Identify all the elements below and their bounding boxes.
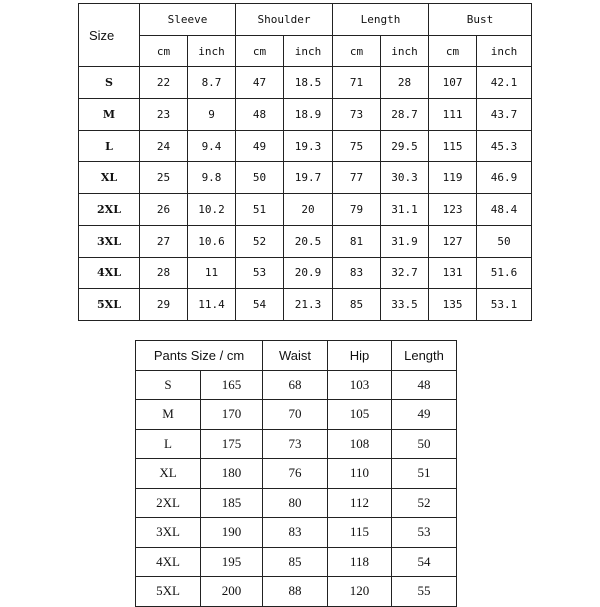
- value-cell: 45.3: [477, 130, 532, 162]
- unit-header: inch: [381, 35, 429, 67]
- value-cell: 51: [236, 194, 284, 226]
- table-row: [79, 257, 532, 289]
- value-cell: 53: [236, 257, 284, 289]
- value-cell: 10.6: [188, 225, 236, 257]
- value-cell: 85: [263, 547, 328, 577]
- value-cell: 25: [140, 162, 188, 194]
- value-cell: 135: [429, 289, 477, 321]
- pants-size-cell: S: [136, 370, 201, 400]
- unit-header: cm: [429, 35, 477, 67]
- value-cell: 43.7: [477, 99, 532, 131]
- pants-size-cell: L: [136, 429, 201, 459]
- value-cell: 48: [236, 99, 284, 131]
- unit-header: inch: [188, 35, 236, 67]
- table-row: [136, 370, 457, 400]
- value-cell: 131: [429, 257, 477, 289]
- value-cell: 123: [429, 194, 477, 226]
- size-cell: 5XL: [79, 289, 140, 321]
- pants-size-cell: XL: [136, 459, 201, 489]
- value-cell: 51.6: [477, 257, 532, 289]
- value-cell: 18.9: [284, 99, 333, 131]
- value-cell: 42.1: [477, 67, 532, 99]
- value-cell: 29: [140, 289, 188, 321]
- length-header: Length: [333, 4, 429, 36]
- value-cell: 52: [236, 225, 284, 257]
- size-cell: 3XL: [79, 225, 140, 257]
- value-cell: 85: [333, 289, 381, 321]
- value-cell: 31.9: [381, 225, 429, 257]
- value-cell: 120: [328, 577, 392, 607]
- value-cell: 119: [429, 162, 477, 194]
- unit-header: cm: [333, 35, 381, 67]
- table-row: [136, 429, 457, 459]
- pants-size-cell: M: [136, 400, 201, 430]
- value-cell: 28.7: [381, 99, 429, 131]
- value-cell: 24: [140, 130, 188, 162]
- value-cell: 48.4: [477, 194, 532, 226]
- pants-length-header: Length: [392, 341, 457, 371]
- value-cell: 49: [236, 130, 284, 162]
- value-cell: 55: [392, 577, 457, 607]
- value-cell: 54: [236, 289, 284, 321]
- value-cell: 76: [263, 459, 328, 489]
- value-cell: 46.9: [477, 162, 532, 194]
- value-cell: 28: [140, 257, 188, 289]
- value-cell: 81: [333, 225, 381, 257]
- value-cell: 185: [201, 488, 263, 518]
- unit-header: cm: [236, 35, 284, 67]
- value-cell: 111: [429, 99, 477, 131]
- value-cell: 118: [328, 547, 392, 577]
- value-cell: 88: [263, 577, 328, 607]
- value-cell: 50: [236, 162, 284, 194]
- value-cell: 73: [333, 99, 381, 131]
- value-cell: 68: [263, 370, 328, 400]
- value-cell: 11.4: [188, 289, 236, 321]
- value-cell: 48: [392, 370, 457, 400]
- table-row: [136, 577, 457, 607]
- value-cell: 28: [381, 67, 429, 99]
- value-cell: 20.9: [284, 257, 333, 289]
- pants-size-cell: 3XL: [136, 518, 201, 548]
- value-cell: 29.5: [381, 130, 429, 162]
- value-cell: 53: [392, 518, 457, 548]
- value-cell: 180: [201, 459, 263, 489]
- value-cell: 79: [333, 194, 381, 226]
- value-cell: 110: [328, 459, 392, 489]
- value-cell: 26: [140, 194, 188, 226]
- value-cell: 11: [188, 257, 236, 289]
- value-cell: 73: [263, 429, 328, 459]
- value-cell: 77: [333, 162, 381, 194]
- shoulder-header: Shoulder: [236, 4, 333, 36]
- value-cell: 9.4: [188, 130, 236, 162]
- table-row: [79, 67, 532, 99]
- size-cell: 2XL: [79, 194, 140, 226]
- value-cell: 83: [263, 518, 328, 548]
- pants-size-header: Pants Size / cm: [136, 341, 263, 371]
- value-cell: 50: [477, 225, 532, 257]
- value-cell: 107: [429, 67, 477, 99]
- size-cell: 4XL: [79, 257, 140, 289]
- top-size-chart: [78, 3, 532, 321]
- value-cell: 22: [140, 67, 188, 99]
- value-cell: 18.5: [284, 67, 333, 99]
- value-cell: 108: [328, 429, 392, 459]
- value-cell: 20: [284, 194, 333, 226]
- value-cell: 30.3: [381, 162, 429, 194]
- value-cell: 71: [333, 67, 381, 99]
- pants-size-cell: 5XL: [136, 577, 201, 607]
- table-row: [79, 225, 532, 257]
- pants-size-cell: 2XL: [136, 488, 201, 518]
- value-cell: 47: [236, 67, 284, 99]
- table-row: [136, 488, 457, 518]
- value-cell: 53.1: [477, 289, 532, 321]
- value-cell: 21.3: [284, 289, 333, 321]
- value-cell: 20.5: [284, 225, 333, 257]
- waist-header: Waist: [263, 341, 328, 371]
- hip-header: Hip: [328, 341, 392, 371]
- value-cell: 83: [333, 257, 381, 289]
- table-row: [136, 400, 457, 430]
- value-cell: 23: [140, 99, 188, 131]
- table-row: [79, 194, 532, 226]
- size-cell: L: [79, 130, 140, 162]
- value-cell: 19.7: [284, 162, 333, 194]
- sleeve-header: Sleeve: [140, 4, 236, 36]
- unit-header: inch: [284, 35, 333, 67]
- value-cell: 31.1: [381, 194, 429, 226]
- value-cell: 8.7: [188, 67, 236, 99]
- value-cell: 115: [328, 518, 392, 548]
- value-cell: 9: [188, 99, 236, 131]
- value-cell: 32.7: [381, 257, 429, 289]
- value-cell: 127: [429, 225, 477, 257]
- value-cell: 9.8: [188, 162, 236, 194]
- value-cell: 103: [328, 370, 392, 400]
- pants-size-chart: [135, 340, 457, 607]
- table-row: [136, 518, 457, 548]
- value-cell: 195: [201, 547, 263, 577]
- value-cell: 27: [140, 225, 188, 257]
- value-cell: 51: [392, 459, 457, 489]
- size-cell: XL: [79, 162, 140, 194]
- size-cell: S: [79, 67, 140, 99]
- value-cell: 200: [201, 577, 263, 607]
- value-cell: 19.3: [284, 130, 333, 162]
- value-cell: 175: [201, 429, 263, 459]
- value-cell: 75: [333, 130, 381, 162]
- table-row: [79, 289, 532, 321]
- value-cell: 112: [328, 488, 392, 518]
- value-cell: 49: [392, 400, 457, 430]
- unit-header: inch: [477, 35, 532, 67]
- value-cell: 10.2: [188, 194, 236, 226]
- value-cell: 52: [392, 488, 457, 518]
- value-cell: 33.5: [381, 289, 429, 321]
- value-cell: 190: [201, 518, 263, 548]
- value-cell: 170: [201, 400, 263, 430]
- value-cell: 105: [328, 400, 392, 430]
- bust-header: Bust: [429, 4, 532, 36]
- value-cell: 70: [263, 400, 328, 430]
- value-cell: 54: [392, 547, 457, 577]
- table-row: [79, 99, 532, 131]
- table-row: [79, 162, 532, 194]
- pants-size-cell: 4XL: [136, 547, 201, 577]
- table-row: [136, 547, 457, 577]
- value-cell: 165: [201, 370, 263, 400]
- unit-header: cm: [140, 35, 188, 67]
- value-cell: 80: [263, 488, 328, 518]
- size-header: Size: [79, 4, 140, 67]
- size-cell: M: [79, 99, 140, 131]
- value-cell: 115: [429, 130, 477, 162]
- value-cell: 50: [392, 429, 457, 459]
- table-row: [79, 130, 532, 162]
- table-row: [136, 459, 457, 489]
